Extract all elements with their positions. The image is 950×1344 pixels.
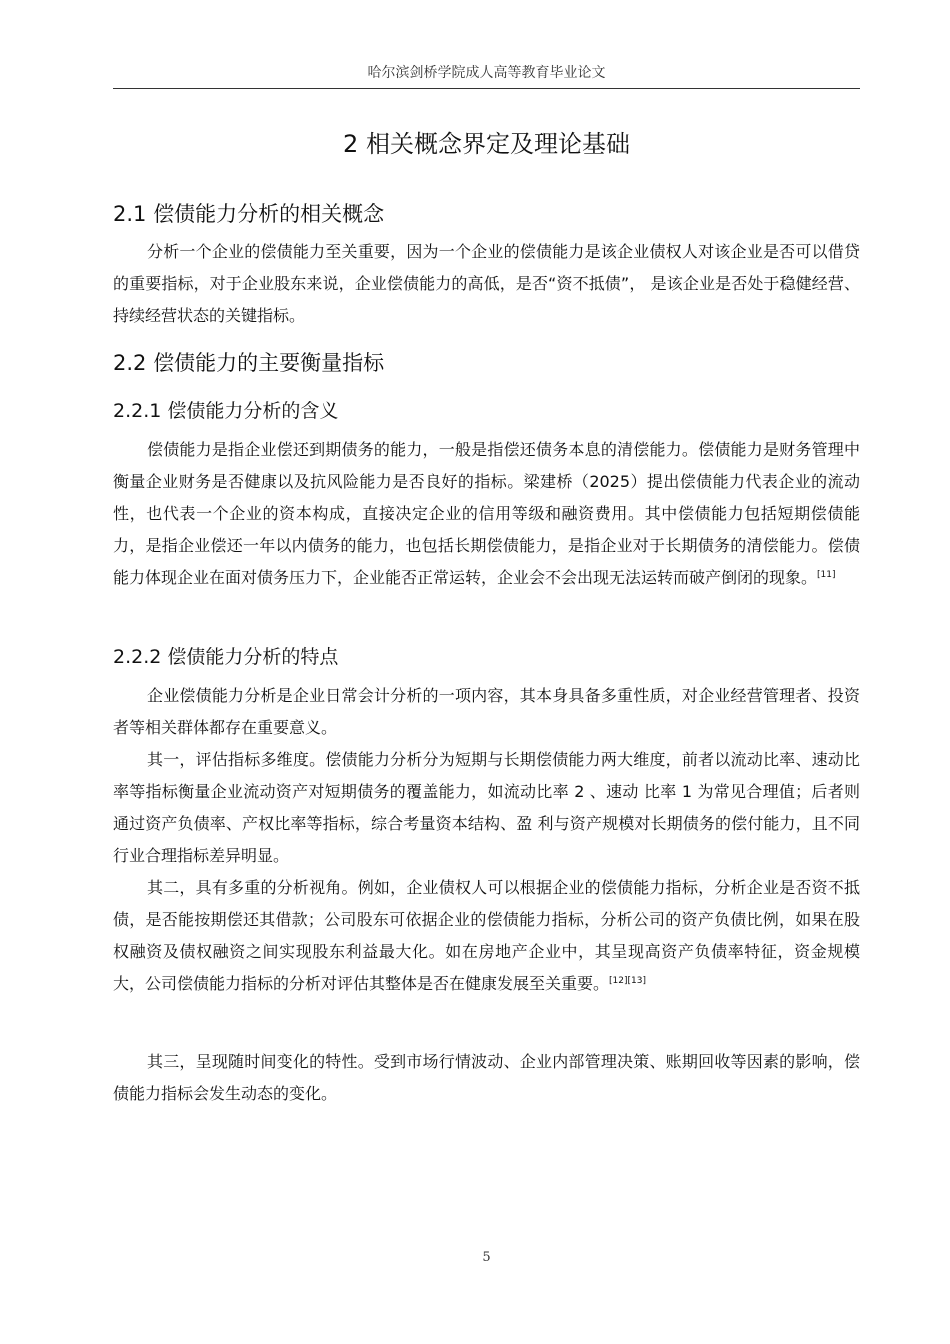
chapter-title: 2 相关概念界定及理论基础 bbox=[343, 130, 630, 158]
section-2-2-1-text: 偿债能力是指企业偿还到期债务的能力，一般是指偿还债务本息的清偿能力。偿债能力是财务管理中衡量企业财务是否健康以及抗风险能力是否良好的指标。梁建桥（2025）提出偿债能力代表企业的流动性，也代表一个企业的资本构成，直接决定企业的信用等级和融资费用。其中偿债能力包括短期偿债能力，是指企业偿还一年以内债务的能力，也包括长期偿债能力，是指企业对于长期债务的清偿能力。偿债能力体现企业在面对债务压力下，企业能否正常运转，企业会不会出现无法运转而破产倒闭的现象。 bbox=[113, 440, 860, 587]
section-2-2-2-point-two-paragraph bbox=[113, 872, 860, 1000]
section-2-2-2-point-three-paragraph: 其三，呈现随时间变化的特性。受到市场行情波动、企业内部管理决策、账期回收等因素的影响，偿债能力指标会发生动态的变化。 bbox=[113, 1052, 860, 1103]
page-header: 哈尔滨剑桥学院成人高等教育毕业论文 bbox=[367, 65, 606, 81]
section-2-2-2-heading: 2.2.2 偿债能力分析的特点 bbox=[113, 646, 339, 668]
section-2-2-2-intro-paragraph: 企业偿债能力分析是企业日常会计分析的一项内容，其本身具备多重性质，对企业经营管理者、投资者等相关群体都存在重要意义。 bbox=[113, 686, 860, 737]
section-2-1-paragraph: 分析一个企业的偿债能力至关重要，因为一个企业的偿债能力是该企业债权人对该企业是否可以借贷的重要指标，对于企业股东来说，企业偿债能力的高低，是否“资不抵债”， 是该企业是否处于稳健经营、持续经营状态的关键指标。 bbox=[113, 242, 860, 325]
section-2-1-heading: 2.1 偿债能力分析的相关概念 bbox=[113, 202, 385, 226]
section-2-2-1-paragraph bbox=[113, 434, 860, 594]
section-2-2-1-heading: 2.2.1 偿债能力分析的含义 bbox=[113, 400, 339, 422]
header-divider bbox=[113, 88, 860, 89]
section-2-2-heading: 2.2 偿债能力的主要衡量指标 bbox=[113, 351, 385, 375]
point-two-text: 其二，具有多重的分析视角。例如，企业债权人可以根据企业的偿债能力指标，分析企业是否资不抵债，是否能按期偿还其借款；公司股东可依据企业的偿债能力指标，分析公司的资产负债比例，如果在股权融资及债权融资之间实现股东利益最大化。如在房地产企业中，其呈现高资产负债率特征，资金规模大，公司偿债能力指标的分析对评估其整体是否在健康发展至关重要。 bbox=[113, 878, 860, 993]
citation-12-13: [12][13] bbox=[609, 976, 646, 986]
section-2-2-2-point-one-paragraph: 其一，评估指标多维度。偿债能力分析分为短期与长期偿债能力两大维度，前者以流动比率、速动比率等指标衡量企业流动资产对短期债务的覆盖能力，如流动比率 2 、速动 比率 1 为常见合理值；后者则通过资产负债率、产权比率等指标，综合考量资本结构、盈 利与资产规模对长期债务的偿付能力，且不同行业合理指标差异明显。 bbox=[113, 750, 860, 865]
page-number: 5 bbox=[482, 1250, 491, 1265]
citation-11: [11] bbox=[817, 570, 836, 580]
